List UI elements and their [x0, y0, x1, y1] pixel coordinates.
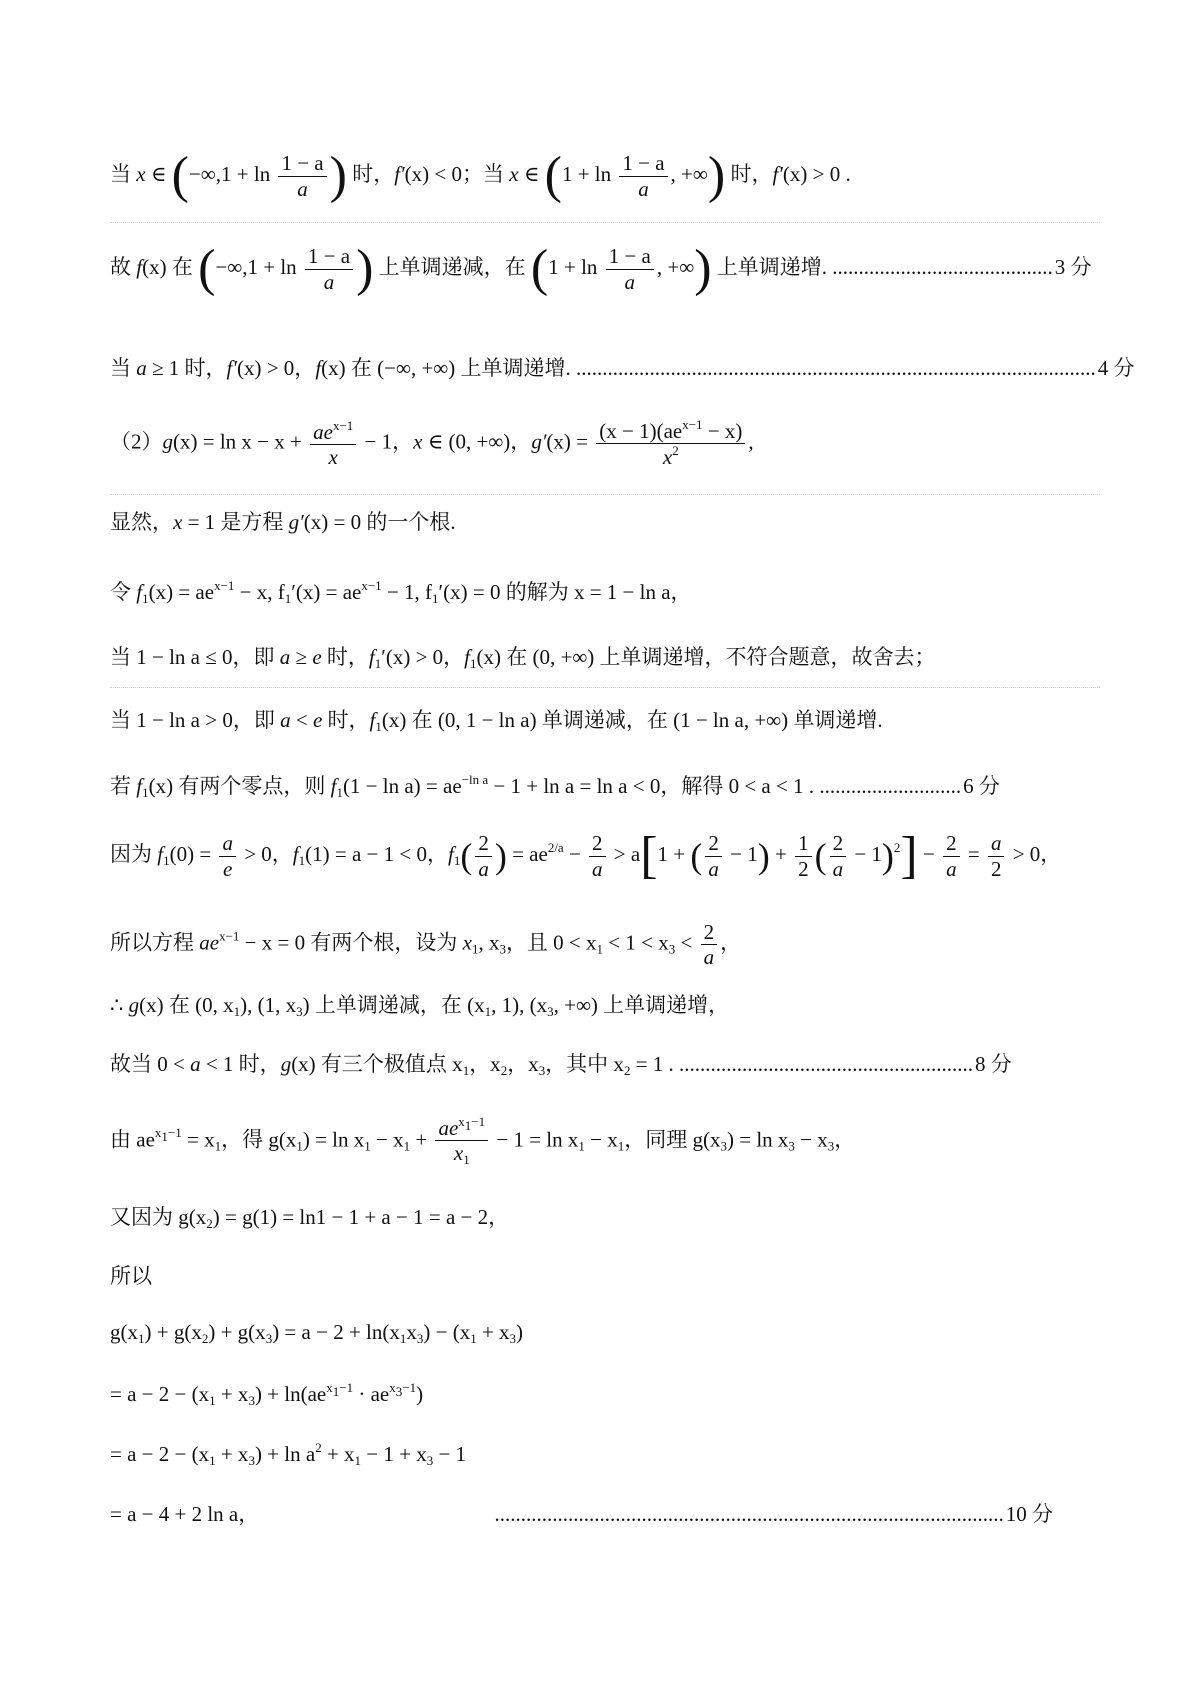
score-label: 6 分	[963, 774, 1000, 798]
line-15: 又因为 $g(x_2) = g(1) = \ln 1 - 1 + a - 1 = a - 2$，	[110, 1205, 510, 1231]
line-6: 令 $f_1(x) = ae^{x-1} - x$, $f_1'(x) = ae^{x-1} - 1$, $f_1'(x) = 0$ 的解为 x = 1 − ln a，	[110, 578, 692, 606]
line-2: 故 f(x) 在 (−∞,1 + ln $\frac{1 - a}{a}$ ) 上单调递减，在 (1 + ln $\frac{1 - a}{a}$ , +∞) 上单调递增. ..........................................3 分	[110, 240, 1092, 297]
line-3: 当 a ≥ 1 时，f′(x) > 0，f(x) 在 (−∞, +∞) 上单调递增. ...................................................................................................4 分	[110, 356, 1135, 380]
score-label: 4 分	[1097, 356, 1135, 380]
line-1: 当 x ∈ (−∞,1 + ln $\frac{1 - a}{a}$ ) 时，f′(x) < 0；当 x ∈ (1 + ln $\frac{1 - a}{a}$ , +∞) 时，f′(x) > 0 .	[110, 147, 851, 204]
line-14: 由 $ae^{x_1-1} = x_1$，得 $g(x_1) = \ln x_1 - x_1$ + $\frac{ae^{x_1-1}}{x_1}$ − $1 = \ln x_1 - x_1$，同理 $g(x_3) = \ln x_3 - x_3$，	[110, 1114, 856, 1168]
separator	[110, 494, 1100, 495]
line-4: （2）g(x) = ln x − x + $\frac{ae^{x-1}}{x}$ − 1，x ∈ (0, +∞)，g′(x) = $\frac{(x - 1)(ae^{x-1} - x)}{x^2}$ ,	[110, 417, 754, 470]
score-label: 10 分	[1005, 1502, 1054, 1526]
score-label: 8 分	[975, 1052, 1012, 1076]
line-19: = $a - 2 - (x_1 + x_3) + \ln a^2 + x_1 - 1 + x_3 - 1$	[110, 1440, 467, 1468]
line-7: 当 1 − ln a ≤ 0，即 a ≥ e 时，$f_1'(x) > 0$，$f_1(x)$ 在 (0, +∞) 上单调递增，不符合题意，故舍去；	[110, 645, 936, 671]
line-11: 所以方程 $ae^{x-1} - x = 0$ 有两个根，设为 $x_1$, $x_3$，且 $0 < x_1 < 1 < x_3$ < $\frac{2}{a}$ ，	[110, 920, 742, 970]
line-16: 所以	[110, 1264, 152, 1288]
line-10: 因为 $f_1(0)$ = $\frac{a}{e}$ > 0，$f_1(1) = a - 1 < 0$，$f_1$( $\frac{2}{a}$ ) = $ae^{2/a}$ − $\frac{2}{a}$ > a[1 + ( $\frac{2}{a}$ − 1) + $\frac{1}{2}$ ( $\frac{2}{a}$ − 1)$^2$] − $\frac{2}{a}$ = $\frac{a}{2}$ > 0，	[110, 827, 1062, 884]
line-9: 若 $f_1(x)$ 有两个零点，则 $f_1(1 - \ln a) = ae^{-ln a} - 1 + \ln a = \ln a < 0$，解得 0 < a < 1 . ...........................6 分	[110, 772, 1000, 800]
line-17: $g(x_1) + g(x_2) + g(x_3) = a - 2 + \ln(x_1x_3) - (x_1 + x_3)$	[110, 1320, 524, 1346]
separator	[110, 222, 1100, 223]
separator	[110, 687, 1100, 688]
line-18: = $a - 2 - (x_1 + x_3) + \ln(ae^{x_1-1} \cdot ae^{x_3-1})$	[110, 1380, 424, 1408]
line-13: 故当 0 < a < 1 时，g(x) 有三个极值点 $x_1$，$x_2$，$x_3$，其中 $x_2 = 1$ . ........................................................8 分	[110, 1052, 1012, 1078]
line-12: ∴ g(x) 在 (0, $x_1$), (1, $x_3$) 上单调递减，在 ($x_1$, 1), ($x_3$, +∞) 上单调递增，	[110, 993, 730, 1019]
line-5: 显然，x = 1 是方程 g′(x) = 0 的一个根.	[110, 510, 456, 534]
line-20: = a − 4 + 2 ln a， .................................................................................................10 分	[110, 1502, 1054, 1526]
score-label: 3 分	[1054, 254, 1092, 279]
line-8: 当 1 − ln a > 0，即 a < e 时，$f_1(x)$ 在 (0, 1 − ln a) 单调递减，在 (1 − ln a, +∞) 单调递增.	[110, 708, 883, 734]
